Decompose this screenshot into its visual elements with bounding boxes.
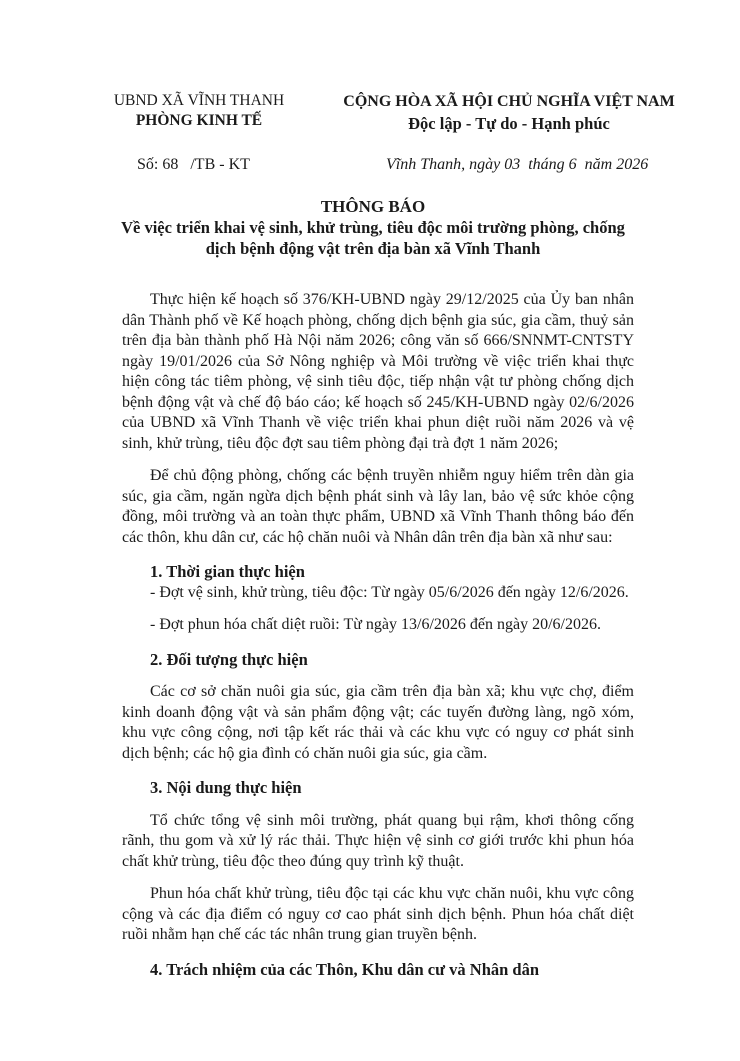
section-2-text: Các cơ sở chăn nuôi gia súc, gia cầm trên địa bàn xã; khu vực chợ, điểm kinh doanh động vật và sản phẩm động vật; các tuyến đường làng, ngõ xóm, khu vực công cộng, nơi tập kết rác thải và các khu vực có nguy cơ phát sinh dịch bệnh; các hộ gia đình có chăn nuôi gia súc, gia cầm. [122, 683, 634, 762]
national-motto: Độc lập - Tự do - Hạnh phúc [408, 114, 610, 133]
section-2-heading: 2. Đối tượng thực hiện [150, 649, 308, 669]
paragraph-legal-basis: Thực hiện kế hoạch số 376/KH-UBND ngày 29/12/2025 của Ủy ban nhân dân Thành phố về Kế hoạch phòng, chống dịch bệnh gia súc, gia cầm, thuỷ sản trên địa bàn thành phố Hà Nội năm 2026; công văn số 666/SNNMT-CNTSTY ngày 19/01/2026 của Sở Nông nghiệp và Môi trường về việc triển khai thực hiện công tác tiêm phòng, vệ sinh tiêu độc, tiếp nhận vật tư phòng chống dịch bệnh động vật và chế độ báo cáo; kế hoạch số 245/KH-UBND ngày 02/6/2026 của UBND xã Vĩnh Thanh về việc triển khai phun diệt ruồi năm 2026 và vệ sinh, khử trùng, tiêu độc đợt sau tiêm phòng đại trà đợt 1 năm 2026; [122, 291, 634, 452]
section-1-heading: 1. Thời gian thực hiện [150, 562, 305, 581]
national-name: CỘNG HÒA XÃ HỘI CHỦ NGHĨA VIỆT NAM [343, 93, 675, 110]
document-body [122, 290, 634, 980]
section-3-text-2: Phun hóa chất khử trùng, tiêu độc tại các khu vực chăn nuôi, khu vực công cộng và các địa điểm có nguy cơ cao phát sinh dịch bệnh. Phun hóa chất diệt ruồi nhằm hạn chế các tác nhân trung gian truyền bệnh. [122, 885, 634, 943]
document-title-block [100, 196, 646, 259]
section-1-item-fly-spraying: - Đợt phun hóa chất diệt ruồi: Từ ngày 13/6/2026 đến ngày 20/6/2026. [150, 616, 601, 633]
document-subject-line-1: Về việc triển khai vệ sinh, khử trùng, tiêu độc môi trường phòng, chống [121, 218, 625, 237]
issuing-authority [98, 91, 300, 131]
document-title: THÔNG BÁO [320, 197, 426, 216]
paragraph-purpose: Để chủ động phòng, chống các bệnh truyền nhiễm nguy hiểm trên dàn gia súc, gia cầm, ngăn ngừa dịch bệnh phát sinh và lây lan, bảo vệ sức khỏe cộng đồng, môi trường và an toàn thực phẩm, UBND xã Vĩnh Thanh thông báo đến các thôn, khu dân cư, các hộ chăn nuôi và Nhân dân trên địa bàn xã như sau: [122, 467, 634, 546]
section-1-item-sanitation: - Đợt vệ sinh, khử trùng, tiêu độc: Từ ngày 05/6/2026 đến ngày 12/6/2026. [150, 583, 629, 601]
org-department: PHÒNG KINH TẾ [135, 112, 263, 129]
document-number: Số: 68 /TB - KT [137, 156, 250, 173]
place-and-date: Vĩnh Thanh, ngày 03 tháng 6 năm 2026 [386, 156, 649, 173]
section-3-text-1: Tổ chức tổng vệ sinh môi trường, phát quang bụi rậm, khơi thông cống rãnh, thu gom và xử lý rác thải. Thực hiện vệ sinh cơ giới trước khi phun hóa chất khử trùng, tiêu độc theo đúng quy trình kỹ thuật. [122, 811, 634, 870]
section-3-heading: 3. Nội dung thực hiện [150, 778, 302, 797]
section-4-heading: 4. Trách nhiệm của các Thôn, Khu dân cư và Nhân dân [150, 959, 540, 979]
national-header [312, 91, 706, 135]
org-name: UBND XÃ VĨNH THANH [113, 92, 285, 109]
document-subject-line-2: dịch bệnh động vật trên địa bàn xã Vĩnh Thanh [205, 238, 541, 258]
